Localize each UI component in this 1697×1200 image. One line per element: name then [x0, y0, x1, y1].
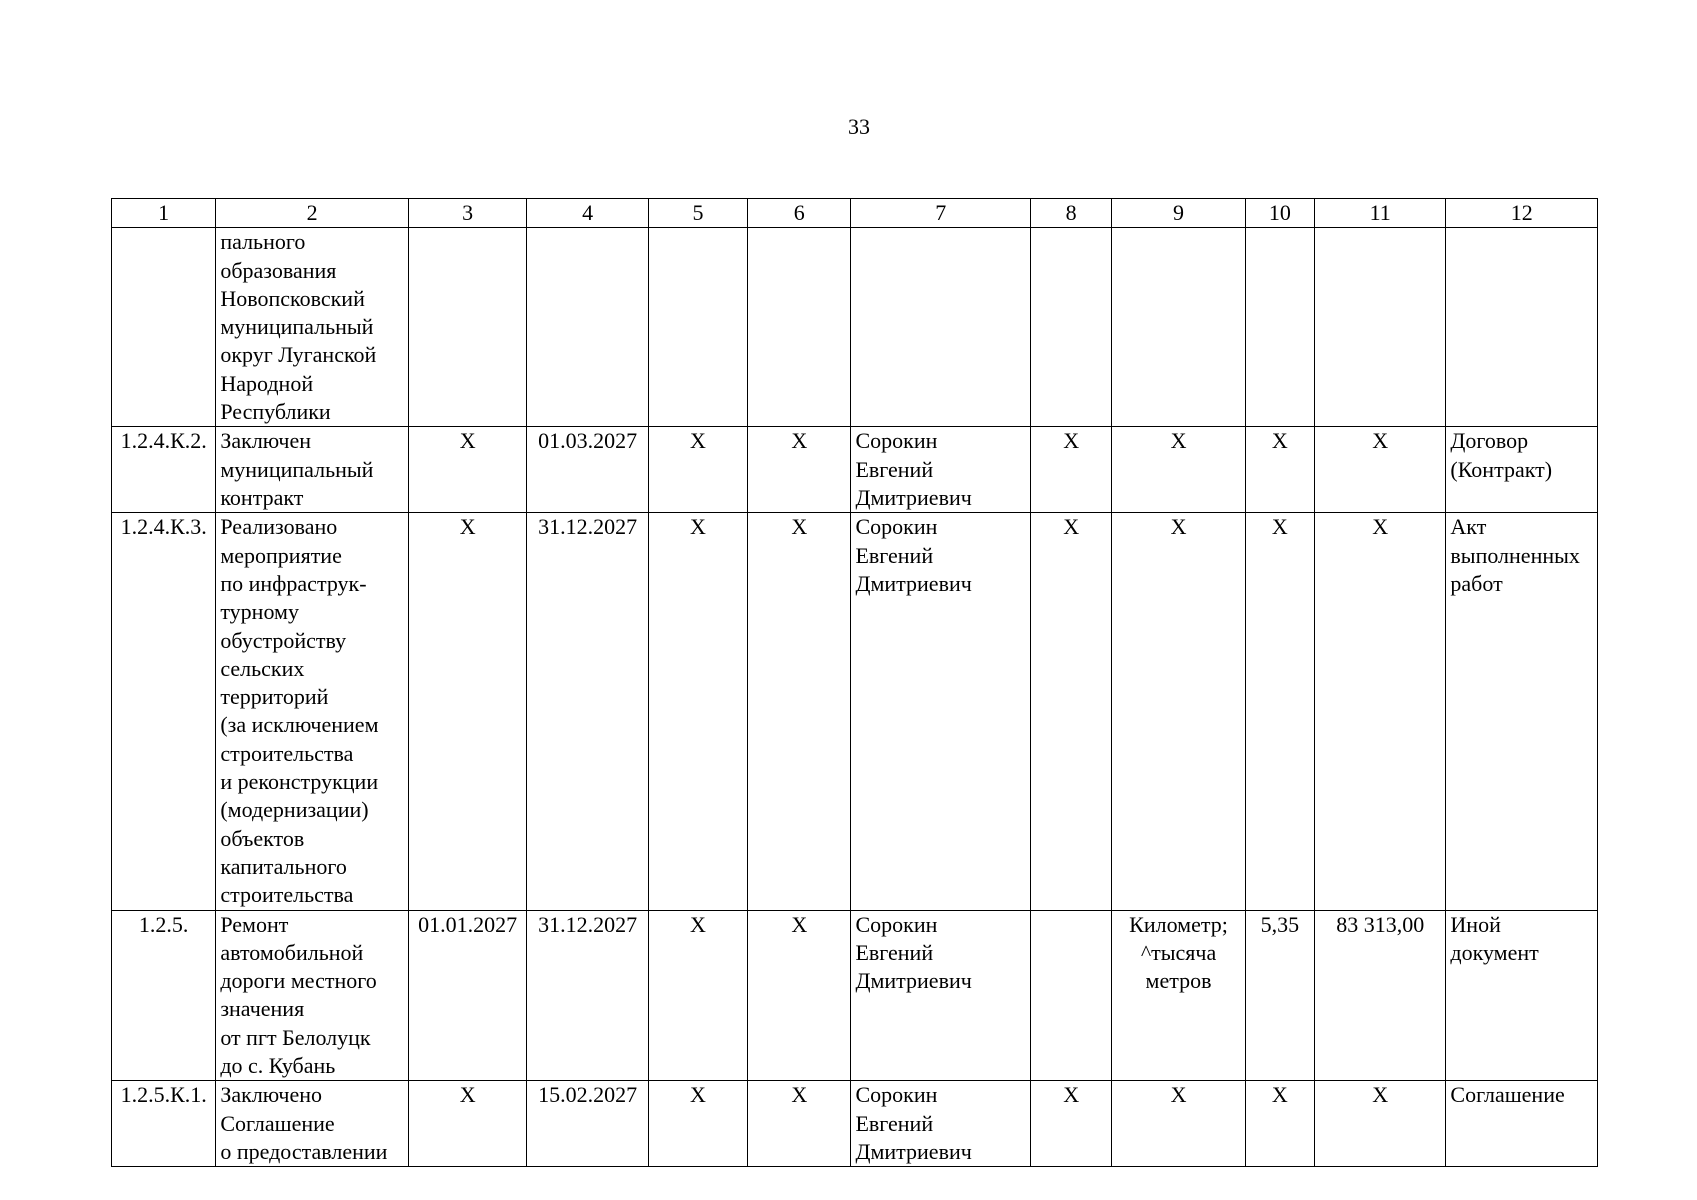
column-header: 11: [1314, 199, 1445, 228]
column-header: 10: [1245, 199, 1314, 228]
table-cell: [1446, 228, 1598, 427]
table-cell: [1112, 228, 1245, 427]
table-cell: X: [1314, 513, 1445, 910]
activities-table: [111, 198, 1598, 1167]
table-cell: Ремонт автомобильной дороги местного значения от пгт Белолуцк до с. Кубань: [216, 910, 409, 1081]
table-cell: 01.03.2027: [527, 427, 648, 513]
column-number-row: [112, 199, 1598, 228]
column-header: 4: [527, 199, 648, 228]
table-row: [112, 427, 1598, 513]
table-cell: 31.12.2027: [527, 910, 648, 1081]
table-cell: X: [1031, 427, 1112, 513]
table-cell: X: [748, 910, 851, 1081]
table-cell: Акт выполненных работ: [1446, 513, 1598, 910]
table-cell: Сорокин Евгений Дмитриевич: [851, 1081, 1031, 1167]
table-cell: X: [408, 513, 526, 910]
column-header: 8: [1031, 199, 1112, 228]
table-cell: 15.02.2027: [527, 1081, 648, 1167]
table-row: [112, 228, 1598, 427]
table-cell: Иной документ: [1446, 910, 1598, 1081]
table-cell: X: [1245, 1081, 1314, 1167]
table-cell: X: [1245, 427, 1314, 513]
table-cell: X: [408, 1081, 526, 1167]
table-cell: [1031, 228, 1112, 427]
table-cell: X: [648, 513, 747, 910]
table-cell: 01.01.2027: [408, 910, 526, 1081]
table-cell: 1.2.5.К.1.: [112, 1081, 216, 1167]
table-cell: X: [1112, 513, 1245, 910]
table-cell: [851, 228, 1031, 427]
table-cell: [112, 228, 216, 427]
table-cell: X: [748, 427, 851, 513]
table-cell: X: [1314, 1081, 1445, 1167]
table-cell: [748, 228, 851, 427]
table-cell: X: [408, 427, 526, 513]
table-cell: Договор (Контракт): [1446, 427, 1598, 513]
table-cell: X: [1112, 427, 1245, 513]
table-cell: X: [748, 513, 851, 910]
table-cell: [648, 228, 747, 427]
table-cell: X: [1031, 513, 1112, 910]
table-cell: 1.2.4.К.2.: [112, 427, 216, 513]
table-cell: [1031, 910, 1112, 1081]
table-cell: X: [648, 1081, 747, 1167]
table-cell: Километр; ^тысяча метров: [1112, 910, 1245, 1081]
table-cell: 31.12.2027: [527, 513, 648, 910]
table-row: [112, 910, 1598, 1081]
table-cell: Сорокин Евгений Дмитриевич: [851, 513, 1031, 910]
column-header: 1: [112, 199, 216, 228]
column-header: 7: [851, 199, 1031, 228]
table-cell: 1.2.5.: [112, 910, 216, 1081]
table-cell: Заключено Соглашение о предоставлении: [216, 1081, 409, 1167]
table-cell: пального образования Новопсковский муниципальный округ Луганской Народной Республики: [216, 228, 409, 427]
table-cell: 1.2.4.К.3.: [112, 513, 216, 910]
table-cell: Соглашение: [1446, 1081, 1598, 1167]
column-header: 6: [748, 199, 851, 228]
column-header: 9: [1112, 199, 1245, 228]
table-cell: X: [648, 910, 747, 1081]
table-cell: Сорокин Евгений Дмитриевич: [851, 910, 1031, 1081]
page-number: 33: [848, 114, 870, 139]
table-cell: X: [748, 1081, 851, 1167]
table-cell: [527, 228, 648, 427]
table-cell: [1245, 228, 1314, 427]
table-cell: 5,35: [1245, 910, 1314, 1081]
table-cell: X: [1245, 513, 1314, 910]
column-header: 12: [1446, 199, 1598, 228]
table-cell: X: [1112, 1081, 1245, 1167]
table-cell: 83 313,00: [1314, 910, 1445, 1081]
table-cell: Реализовано мероприятие по инфраструк- турному обустройству сельских территорий (за исключением строительства и реконструкции (модернизации) объектов капитального строительства: [216, 513, 409, 910]
column-header: 2: [216, 199, 409, 228]
table-row: [112, 513, 1598, 910]
table-cell: X: [1031, 1081, 1112, 1167]
table-row: [112, 1081, 1598, 1167]
column-header: 3: [408, 199, 526, 228]
table-cell: [1314, 228, 1445, 427]
table-cell: Заключен муниципальный контракт: [216, 427, 409, 513]
table-cell: Сорокин Евгений Дмитриевич: [851, 427, 1031, 513]
table-cell: X: [1314, 427, 1445, 513]
column-header: 5: [648, 199, 747, 228]
table-cell: [408, 228, 526, 427]
table-cell: X: [648, 427, 747, 513]
